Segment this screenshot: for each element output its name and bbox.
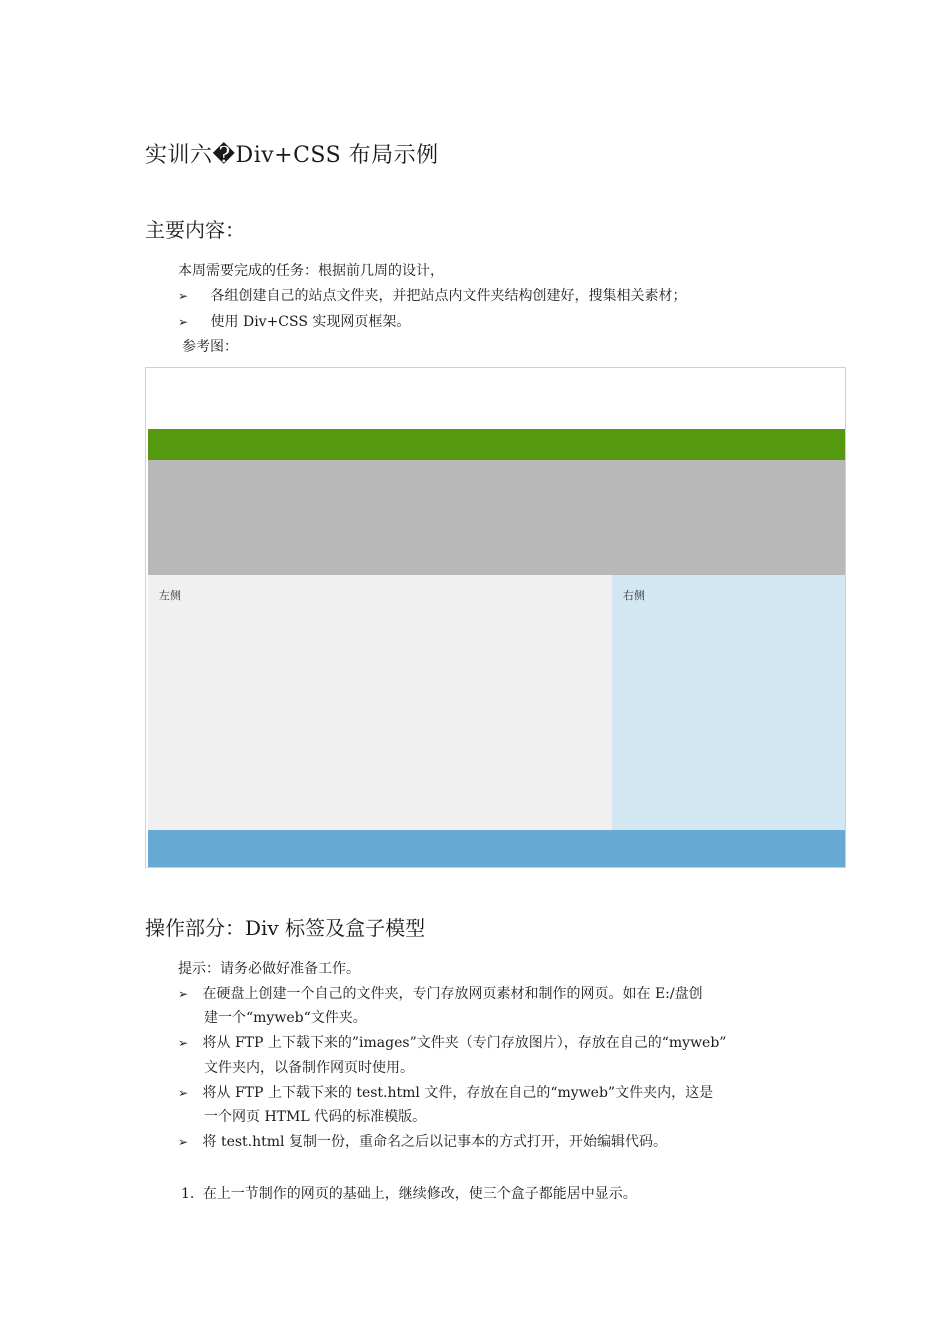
footer-block	[148, 830, 845, 867]
list-item-text: 将从 FTP 上下载下来的”images”文件夹（专门存放图片），存放在自己的“myweb”	[202, 1035, 727, 1051]
list-item	[178, 285, 687, 305]
numbered-item	[181, 1183, 637, 1203]
arrowhead-bullet-icon: ➢	[178, 1086, 189, 1100]
list-item-continuation: 一个网页 HTML 代码的标准模版。	[204, 1109, 427, 1125]
section-heading-main-content: 主要内容：	[145, 218, 245, 242]
left-column-label: 左侧	[159, 589, 181, 602]
reference-label: 参考图：	[182, 339, 238, 355]
list-item	[178, 1082, 713, 1102]
list-item-text: 将 test.html 复制一份，重命名之后以记事本的方式打开，开始编辑代码。	[202, 1134, 667, 1150]
banner-block	[148, 460, 845, 575]
arrowhead-bullet-icon: ➢	[178, 315, 189, 329]
right-column-block	[612, 575, 845, 830]
list-item	[178, 1131, 667, 1151]
left-column-block	[148, 575, 612, 830]
list-item-text: 各组创建自己的站点文件夹，并把站点内文件夹结构创建好，搜集相关素材；	[210, 288, 687, 304]
section-heading-operation: 操作部分：Div 标签及盒子模型	[145, 916, 426, 940]
tip-text: 提示：请务必做好准备工作。	[178, 961, 360, 977]
page-title: 实训六�Div+CSS 布局示例	[145, 143, 439, 168]
list-item-continuation: 建一个“myweb“文件夹。	[204, 1010, 367, 1026]
nav-bar-block	[148, 429, 845, 460]
layout-reference-figure	[145, 367, 846, 868]
list-item	[178, 983, 703, 1003]
item-number: 1.	[181, 1186, 195, 1202]
list-item-text: 使用 Div+CSS 实现网页框架。	[210, 314, 411, 330]
arrowhead-bullet-icon: ➢	[178, 1036, 189, 1050]
intro-text: 本周需要完成的任务：根据前几周的设计，	[178, 263, 444, 279]
list-item	[178, 1032, 726, 1052]
list-item	[178, 311, 410, 331]
list-item-text: 将从 FTP 上下载下来的 test.html 文件，存放在自己的“myweb”文件夹内，这是	[202, 1085, 714, 1101]
list-item-text: 在硬盘上创建一个自己的文件夹，专门存放网页素材和制作的网页。如在 E:/盘创	[202, 986, 703, 1002]
list-item-continuation: 文件夹内，以备制作网页时使用。	[204, 1060, 414, 1076]
arrowhead-bullet-icon: ➢	[178, 289, 189, 303]
numbered-item-text: 在上一节制作的网页的基础上，继续修改，使三个盒子都能居中显示。	[202, 1186, 637, 1202]
right-column-label: 右侧	[623, 589, 645, 602]
arrowhead-bullet-icon: ➢	[178, 987, 189, 1001]
arrowhead-bullet-icon: ➢	[178, 1135, 189, 1149]
